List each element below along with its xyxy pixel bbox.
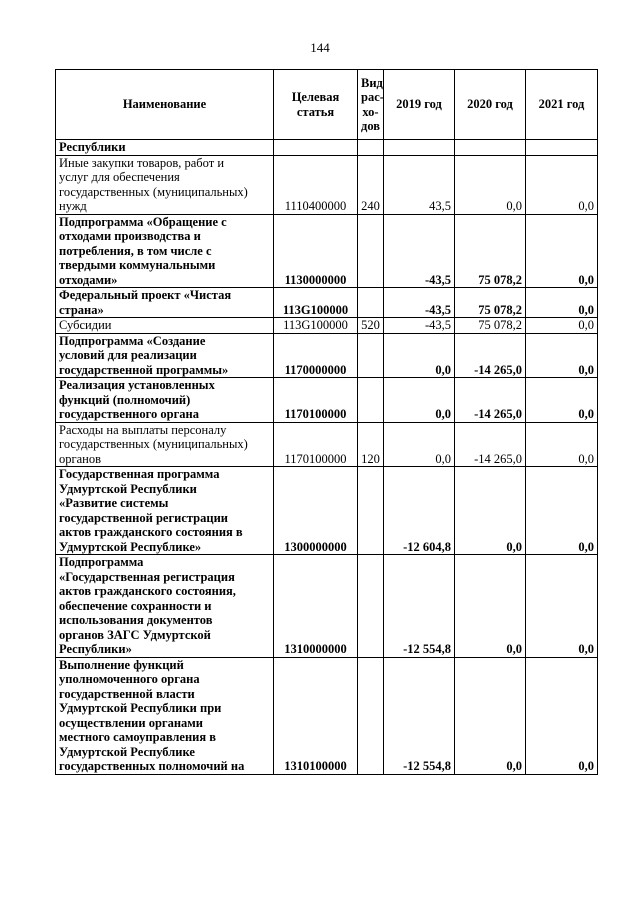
column-header-name: Наименование <box>56 70 274 140</box>
cell-2020 <box>455 140 526 156</box>
table-row <box>56 288 598 318</box>
cell-name-line: Удмуртской Республики при <box>59 701 222 715</box>
cell-name-line: Удмуртской Республики <box>59 481 197 496</box>
cell-2019: 0,0 <box>384 378 455 423</box>
cell-name-line: «Развитие системы <box>59 496 169 510</box>
cell-2020: 75 078,2 <box>455 288 526 318</box>
cell-target-code <box>274 140 358 156</box>
column-header-2020: 2020 год <box>455 70 526 140</box>
cell-2020: -14 265,0 <box>455 333 526 378</box>
cell-name-line: Подпрограмма <box>59 555 144 569</box>
cell-name-line: использования документов <box>59 613 213 627</box>
cell-2019: -43,5 <box>384 214 455 288</box>
page-number: 144 <box>310 40 330 55</box>
cell-name-line: государственной власти <box>59 686 195 701</box>
cell-expense-type <box>358 467 384 555</box>
cell-2019: -12 604,8 <box>384 467 455 555</box>
table-row <box>56 333 598 378</box>
cell-2019: -43,5 <box>384 288 455 318</box>
column-header-target-line: статья <box>296 104 335 119</box>
cell-name-line: обеспечение сохранности и <box>59 598 212 613</box>
cell-name-line: твердыми коммунальными <box>59 258 216 272</box>
cell-name-line: Федеральный проект «Чистая <box>59 288 232 302</box>
table-header-row <box>56 70 598 140</box>
cell-name-line: функций (полномочий) <box>59 392 191 407</box>
cell-name-line: Подпрограмма «Создание <box>59 333 206 348</box>
cell-expense-type <box>358 378 384 423</box>
cell-name-line: государственных полномочий на <box>59 759 245 773</box>
cell-name <box>56 318 274 334</box>
budget-table <box>55 69 598 775</box>
cell-target-code: 113G100000 <box>274 318 358 334</box>
cell-2019 <box>384 140 455 156</box>
cell-name-line: Государственная программа <box>59 467 220 481</box>
cell-name-line: актов гражданского состояния, <box>59 584 236 598</box>
cell-name-line: Иные закупки товаров, работ и <box>59 155 225 170</box>
cell-2019: -12 554,8 <box>384 657 455 774</box>
cell-name-line: Удмуртской Республике <box>59 744 195 759</box>
column-header-expense-type <box>358 70 384 140</box>
column-header-vid-line: Вид <box>361 75 383 90</box>
cell-target-code: 1130000000 <box>274 214 358 288</box>
cell-name-line: услуг для обеспечения <box>59 170 180 184</box>
cell-expense-type <box>358 140 384 156</box>
cell-name <box>56 422 274 467</box>
table-row <box>56 657 598 774</box>
cell-2020: -14 265,0 <box>455 378 526 423</box>
cell-2021: 0,0 <box>526 467 598 555</box>
cell-expense-type: 240 <box>358 155 384 214</box>
cell-expense-type: 520 <box>358 318 384 334</box>
cell-name-line: Субсидии <box>59 318 112 332</box>
cell-name-line: государственной регистрации <box>59 510 228 525</box>
table-row <box>56 555 598 658</box>
table-row <box>56 140 598 156</box>
cell-expense-type <box>358 657 384 774</box>
cell-name <box>56 288 274 318</box>
cell-target-code: 1300000000 <box>274 467 358 555</box>
cell-name-line: потребления, в том числе с <box>59 243 212 258</box>
cell-name-line: государственного органа <box>59 407 199 421</box>
cell-2020: 0,0 <box>455 657 526 774</box>
cell-name-line: государственной программы» <box>59 362 229 377</box>
cell-target-code: 1310000000 <box>274 555 358 658</box>
column-header-vid-line: дов <box>361 119 381 133</box>
cell-expense-type: 120 <box>358 422 384 467</box>
cell-name-line: Удмуртской Республике» <box>59 539 202 554</box>
cell-name <box>56 378 274 423</box>
table-row <box>56 467 598 555</box>
cell-target-code: 1170000000 <box>274 333 358 378</box>
cell-name-line: органов ЗАГС Удмуртской <box>59 627 211 642</box>
cell-name-line: отходами» <box>59 272 118 287</box>
column-header-vid-line: хо- <box>362 104 379 119</box>
cell-name-line: актов гражданского состояния в <box>59 525 243 539</box>
cell-target-code: 1110400000 <box>274 155 358 214</box>
cell-2020: 75 078,2 <box>455 214 526 288</box>
cell-expense-type <box>358 214 384 288</box>
cell-name-line: Выполнение функций <box>59 657 184 672</box>
cell-name-line: условий для реализации <box>59 348 197 362</box>
column-header-2019: 2019 год <box>384 70 455 140</box>
cell-name-line: отходами производства и <box>59 229 201 243</box>
column-header-target-line: Целевая <box>291 90 340 104</box>
cell-2021: 0,0 <box>526 657 598 774</box>
cell-name-line: «Государственная регистрация <box>59 569 235 584</box>
cell-2021: 0,0 <box>526 155 598 214</box>
cell-name <box>56 333 274 378</box>
cell-name-line: местного самоуправления в <box>59 730 217 744</box>
cell-2021: 0,0 <box>526 422 598 467</box>
cell-target-code: 1310100000 <box>274 657 358 774</box>
table-row <box>56 422 598 467</box>
cell-2019: 0,0 <box>384 333 455 378</box>
cell-expense-type <box>358 288 384 318</box>
cell-name <box>56 155 274 214</box>
cell-name-line: государственных (муниципальных) <box>59 437 248 451</box>
cell-expense-type <box>358 333 384 378</box>
cell-name-line: уполномоченного органа <box>59 672 200 686</box>
cell-2021 <box>526 140 598 156</box>
cell-name-line: Республики» <box>59 642 132 656</box>
cell-2020: 0,0 <box>455 155 526 214</box>
cell-2021: 0,0 <box>526 318 598 334</box>
table-body <box>56 140 598 775</box>
table-row <box>56 378 598 423</box>
cell-target-code: 1170100000 <box>274 378 358 423</box>
cell-name-line: нужд <box>59 199 87 213</box>
cell-2019: -43,5 <box>384 318 455 334</box>
cell-name <box>56 555 274 658</box>
cell-2020: -14 265,0 <box>455 422 526 467</box>
cell-2021: 0,0 <box>526 378 598 423</box>
cell-expense-type <box>358 555 384 658</box>
cell-name-line: Республики <box>59 140 126 154</box>
cell-2021: 0,0 <box>526 333 598 378</box>
cell-2019: -12 554,8 <box>384 555 455 658</box>
cell-target-code: 113G100000 <box>274 288 358 318</box>
cell-2019: 0,0 <box>384 422 455 467</box>
cell-name-line: страна» <box>59 302 104 317</box>
cell-target-code: 1170100000 <box>274 422 358 467</box>
cell-name <box>56 657 274 774</box>
cell-2020: 75 078,2 <box>455 318 526 334</box>
cell-name-line: осуществлении органами <box>59 715 204 730</box>
cell-name <box>56 214 274 288</box>
cell-name <box>56 467 274 555</box>
column-header-2021: 2021 год <box>526 70 598 140</box>
cell-2021: 0,0 <box>526 288 598 318</box>
table-row <box>56 155 598 214</box>
cell-2019: 43,5 <box>384 155 455 214</box>
cell-name-line: государственных (муниципальных) <box>59 184 248 199</box>
cell-2020: 0,0 <box>455 467 526 555</box>
table-row <box>56 214 598 288</box>
cell-name <box>56 140 274 156</box>
cell-name-line: органов <box>59 451 102 466</box>
cell-name-line: Реализация установленных <box>59 378 215 392</box>
table-row <box>56 318 598 334</box>
cell-2021: 0,0 <box>526 214 598 288</box>
cell-2020: 0,0 <box>455 555 526 658</box>
cell-2021: 0,0 <box>526 555 598 658</box>
cell-name-line: Расходы на выплаты персоналу <box>59 422 227 437</box>
column-header-vid-line: рас- <box>361 90 384 104</box>
cell-name-line: Подпрограмма «Обращение с <box>59 214 227 229</box>
column-header-target <box>274 70 358 140</box>
